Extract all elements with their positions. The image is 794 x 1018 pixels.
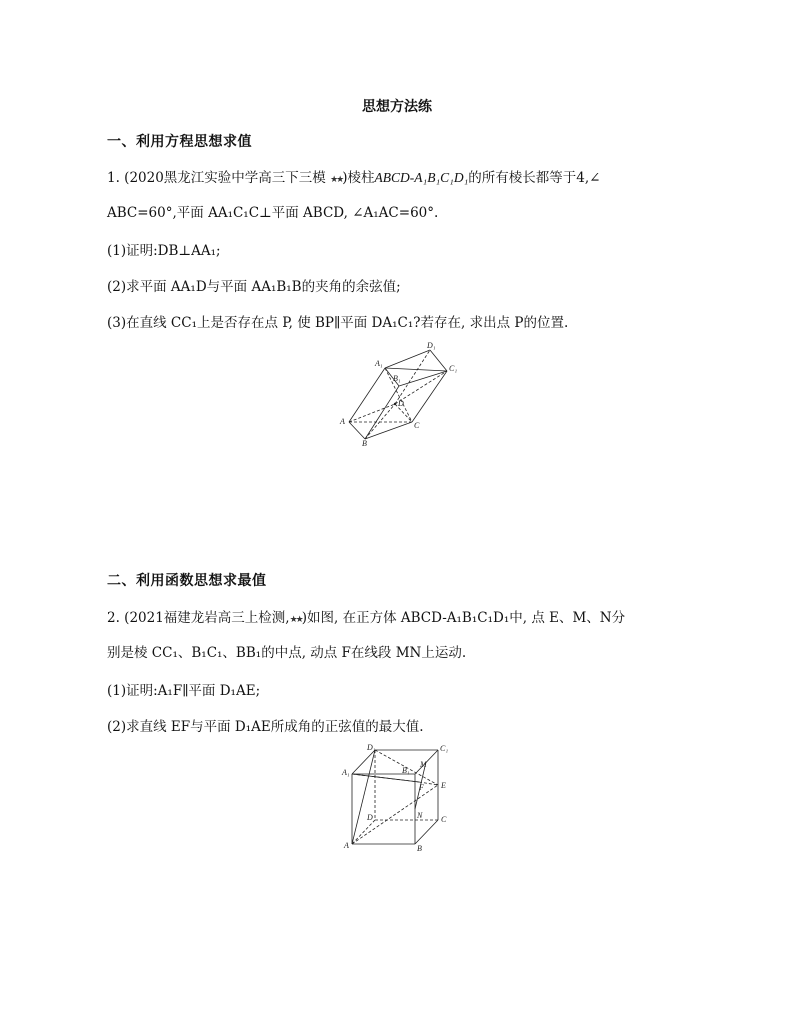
- section-2-heading: 二、利用函数思想求最值: [107, 573, 267, 589]
- q1-source: 1. (2020黑龙江实验中学高三下三模: [107, 170, 331, 186]
- label-b: B: [362, 439, 367, 448]
- question-2-part-1: (1)证明:A₁F∥平面 D₁AE;: [107, 683, 261, 699]
- label-c1: C₁: [440, 744, 449, 753]
- label-n: N: [417, 811, 423, 820]
- label-d1: D₁: [367, 743, 376, 752]
- question-2-line-1: [107, 608, 707, 630]
- label-f: F: [419, 783, 424, 792]
- question-1-part-2: (2)求平面 AA₁D与平面 AA₁B₁B的夹角的余弦值;: [107, 279, 401, 295]
- q1-stem-b: 的所有棱长都等于4,∠: [468, 170, 601, 186]
- label-a: A: [344, 841, 349, 850]
- q2-source: 2. (2021福建龙岩高三上检测,: [107, 610, 290, 626]
- label-b1: B₁: [393, 374, 401, 383]
- label-e: E: [441, 781, 446, 790]
- label-d: D: [398, 399, 404, 408]
- label-b1: B₁: [402, 766, 410, 775]
- section-1-heading: 一、利用方程思想求值: [107, 134, 252, 150]
- label-a1: A₁: [342, 768, 350, 777]
- difficulty-stars-icon: ★★: [289, 615, 302, 625]
- label-c: C: [414, 421, 420, 430]
- label-d: D: [367, 813, 373, 822]
- question-2-part-2: (2)求直线 EF与平面 D₁AE所成角的正弦值的最大值.: [107, 719, 424, 735]
- label-c1: C₁: [449, 364, 458, 373]
- label-d1: D₁: [427, 341, 436, 350]
- question-1-part-3: (3)在直线 CC₁上是否存在点 P, 使 BP∥平面 DA₁C₁?若存在, 求出点 P的位置.: [107, 315, 569, 331]
- question-1-line-2: ABC=60°,平面 AA₁C₁C⊥平面 ABCD, ∠A₁AC=60°.: [107, 205, 439, 221]
- q2-stem: )如图, 在正方体 ABCD-A₁B₁C₁D₁中, 点 E、M、N分: [301, 610, 626, 626]
- label-a: A: [340, 417, 345, 426]
- difficulty-stars-icon: ★★: [330, 175, 343, 185]
- figure-2-cube: [340, 742, 465, 857]
- page-title: 思想方法练: [362, 99, 432, 115]
- label-b: B: [417, 844, 422, 853]
- label-a1: A₁: [375, 359, 383, 368]
- q1-stem-a: )棱柱: [342, 170, 375, 186]
- q1-prism-name: ABCD-A₁B₁C₁D₁: [374, 170, 469, 185]
- question-1-part-1: (1)证明:DB⊥AA₁;: [107, 243, 221, 259]
- figure-1-prism: [335, 340, 460, 448]
- label-m: M: [420, 760, 427, 769]
- point-d-dot: [394, 403, 396, 405]
- label-c: C: [441, 815, 447, 824]
- question-1-line-1: [107, 168, 707, 190]
- question-2-line-2: 别是棱 CC₁、B₁C₁、BB₁的中点, 动点 F在线段 MN上运动.: [107, 645, 467, 661]
